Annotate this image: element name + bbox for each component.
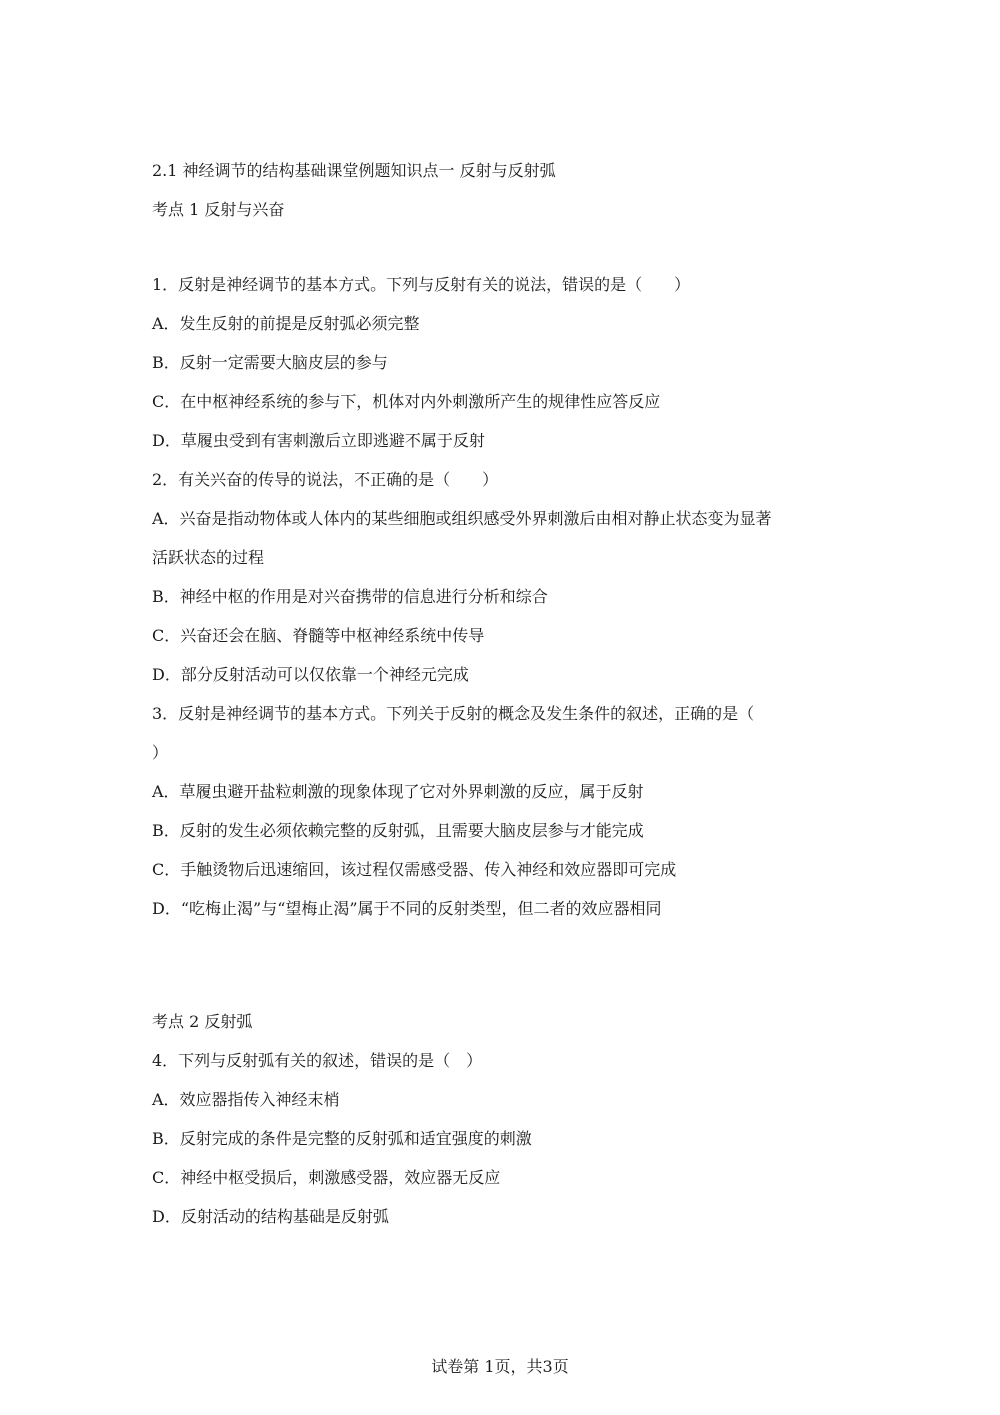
question-1-option-c: C．在中枢神经系统的参与下，机体对内外刺激所产生的规律性应答反应 (152, 392, 661, 411)
question-2-option-a-line2: 活跃状态的过程 (152, 548, 265, 567)
question-3-stem-line1: 3．反射是神经调节的基本方式。下列关于反射的概念及发生条件的叙述，正确的是（ (152, 704, 755, 723)
section-heading-1: 考点 1 反射与兴奋 (152, 200, 285, 219)
question-2-option-a-line1: A．兴奋是指动物体或人体内的某些细胞或组织感受外界刺激后由相对静止状态变为显著 (152, 509, 772, 528)
question-2-option-b: B．神经中枢的作用是对兴奋携带的信息进行分析和综合 (152, 587, 548, 606)
question-1-option-a: A．发生反射的前提是反射弧必须完整 (152, 314, 420, 333)
question-4-option-c: C．神经中枢受损后，刺激感受器，效应器无反应 (152, 1168, 501, 1187)
question-4-option-b: B．反射完成的条件是完整的反射弧和适宜强度的刺激 (152, 1129, 532, 1148)
question-2-stem: 2．有关兴奋的传导的说法，不正确的是（ ） (152, 470, 499, 489)
question-1-option-b: B．反射一定需要大脑皮层的参与 (152, 353, 388, 372)
question-4-stem: 4．下列与反射弧有关的叙述，错误的是（ ） (152, 1051, 483, 1070)
question-1-stem: 1．反射是神经调节的基本方式。下列与反射有关的说法，错误的是（ ） (152, 275, 691, 294)
question-3-option-c: C．手触烫物后迅速缩回，该过程仅需感受器、传入神经和效应器即可完成 (152, 860, 677, 879)
section-heading-2: 考点 2 反射弧 (152, 1012, 253, 1031)
question-2-option-c: C．兴奋还会在脑、脊髓等中枢神经系统中传导 (152, 626, 485, 645)
document-title: 2.1 神经调节的结构基础课堂例题知识点一 反射与反射弧 (152, 161, 556, 180)
question-3-stem-line2: ） (152, 743, 169, 762)
question-3-option-a: A．草履虫避开盐粒刺激的现象体现了它对外界刺激的反应，属于反射 (152, 782, 644, 801)
question-3-option-d: D．“吃梅止渴”与“望梅止渴”属于不同的反射类型，但二者的效应器相同 (152, 899, 662, 918)
question-1-option-d: D．草履虫受到有害刺激后立即逃避不属于反射 (152, 431, 485, 450)
question-2-option-d: D．部分反射活动可以仅依靠一个神经元完成 (152, 665, 469, 684)
page-footer: 试卷第 1页，共3页 (431, 1357, 569, 1376)
question-4-option-d: D．反射活动的结构基础是反射弧 (152, 1207, 389, 1226)
question-4-option-a: A．效应器指传入神经末梢 (152, 1090, 340, 1109)
question-3-option-b: B．反射的发生必须依赖完整的反射弧，且需要大脑皮层参与才能完成 (152, 821, 644, 840)
